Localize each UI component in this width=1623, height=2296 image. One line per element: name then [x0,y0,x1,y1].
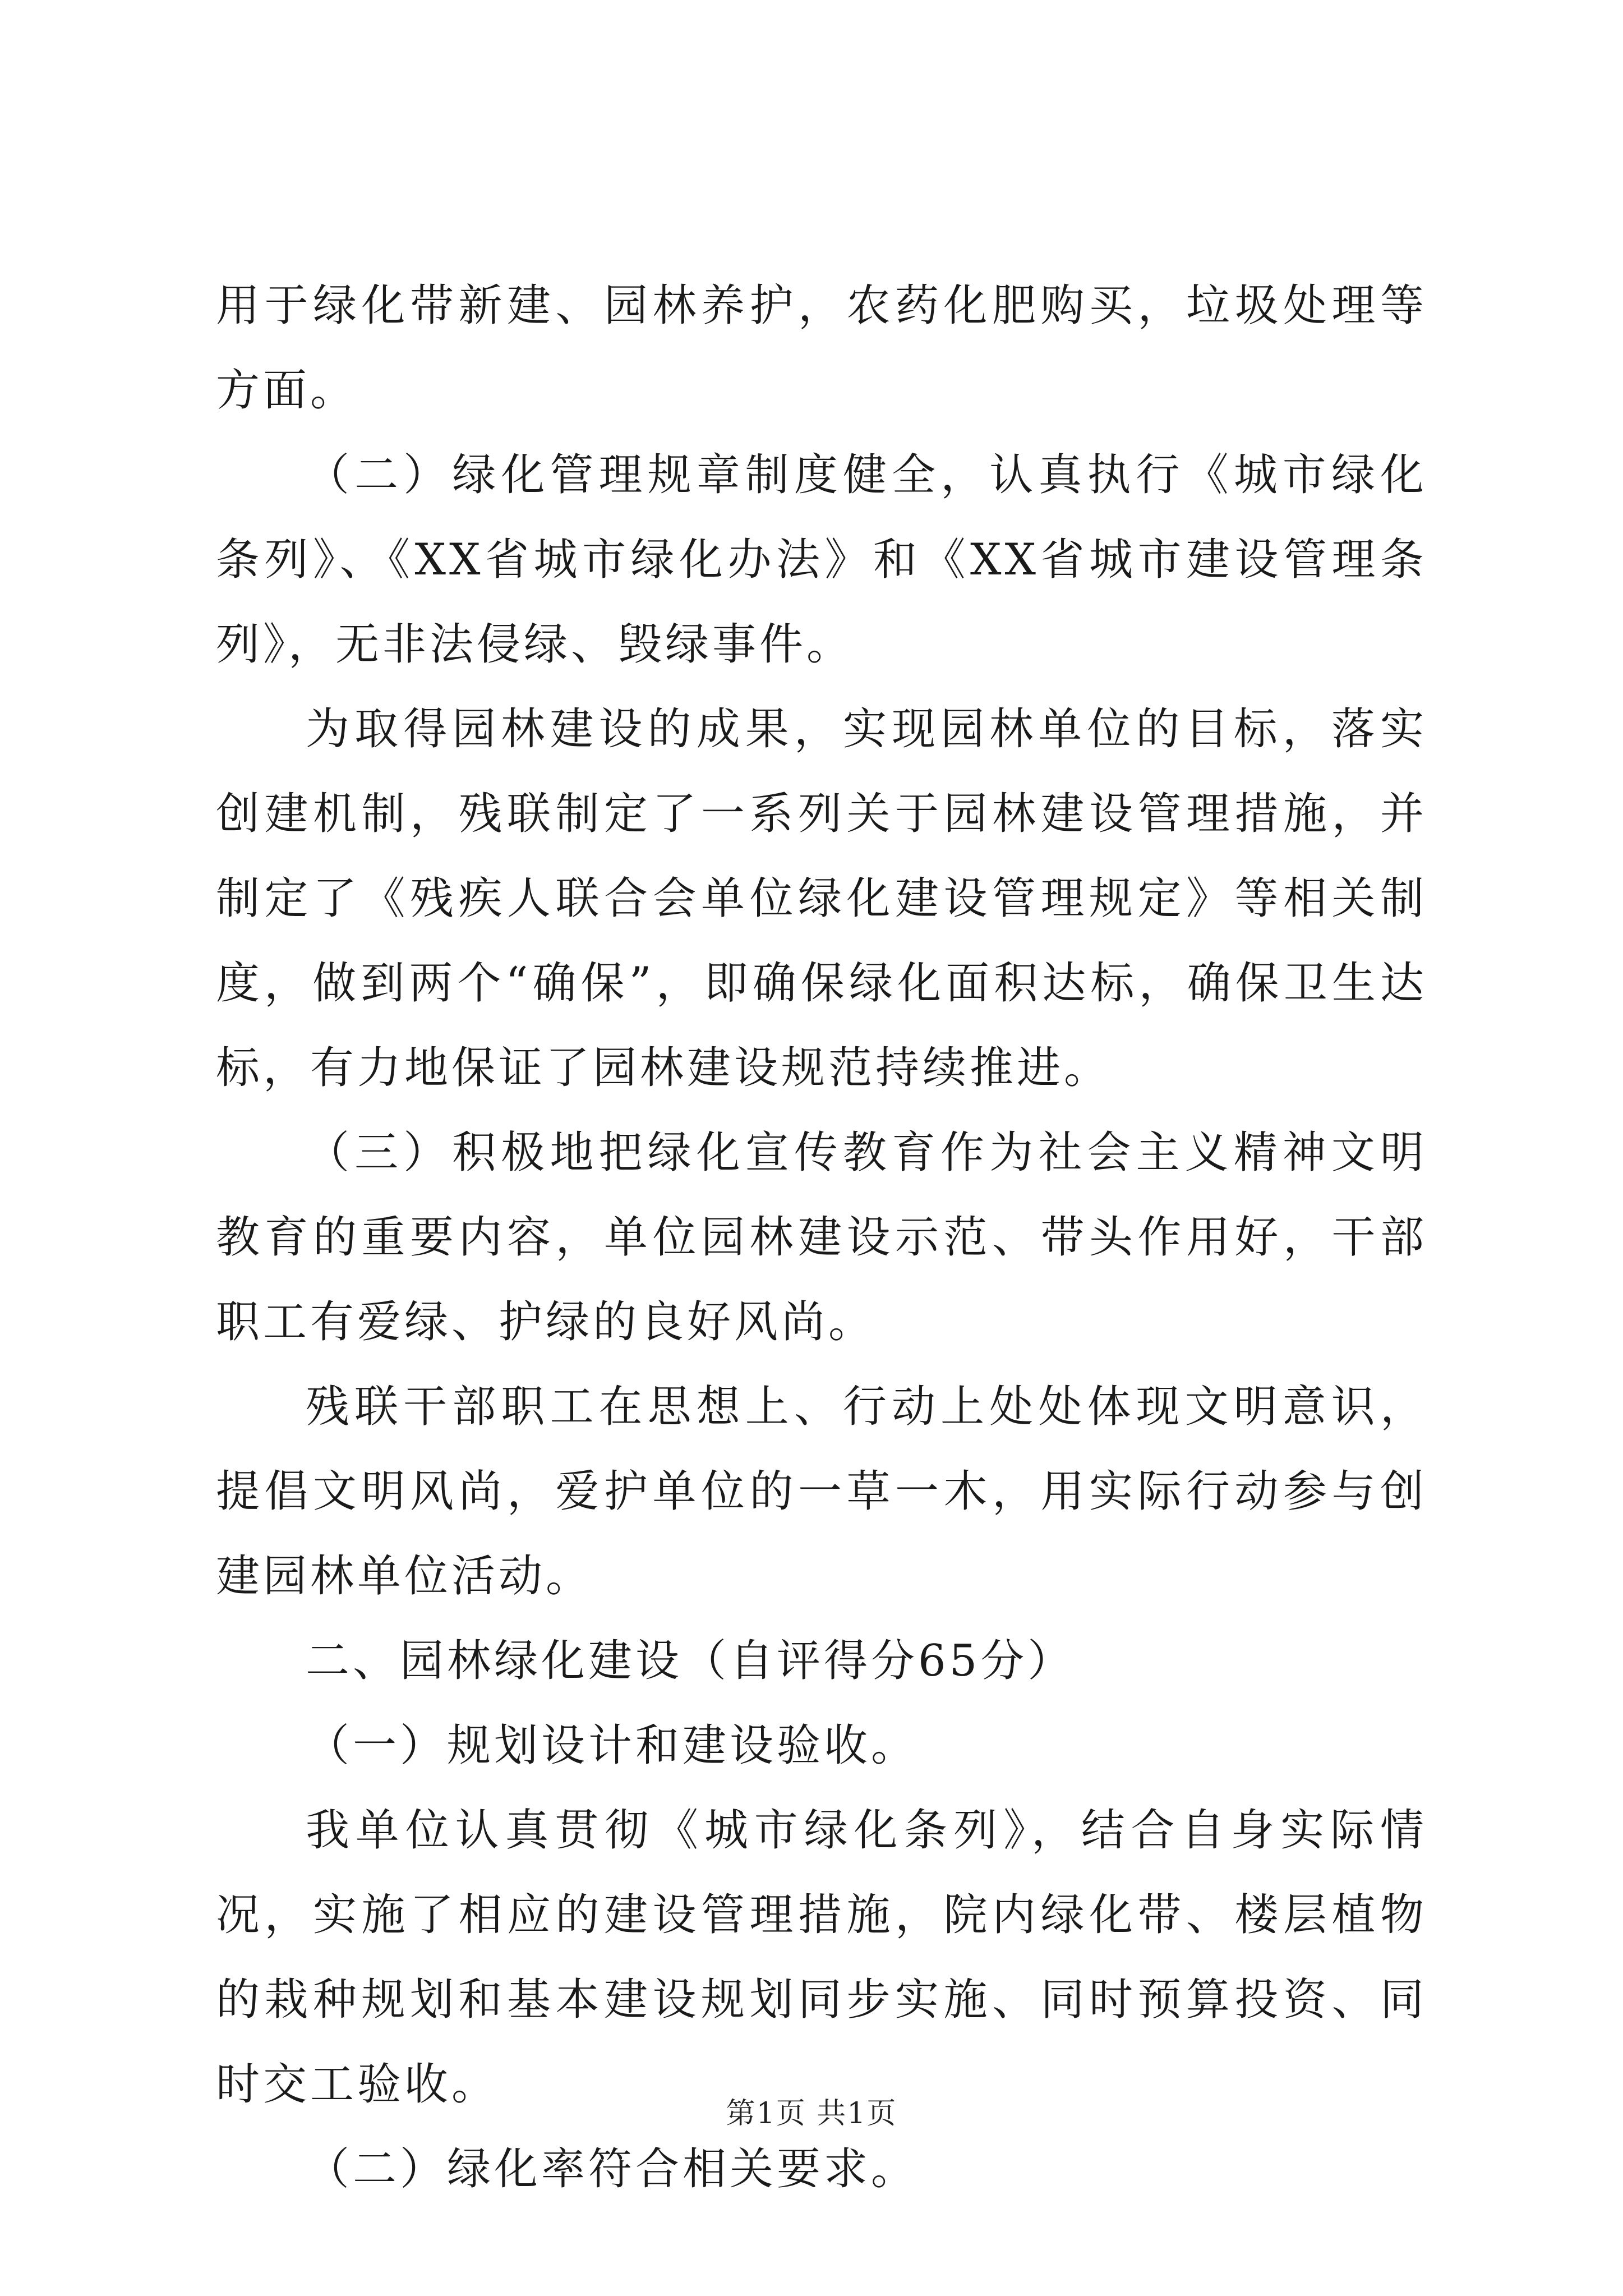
paragraph-continuation: 用于绿化带新建、园林养护，农药化肥购买，垃圾处理等方面。 [216,280,1427,416]
document-body [216,264,1427,2212]
page-number-footer: 第1页 共1页 [726,2097,897,2131]
subheading-greening-rate: （二）绿化率符合相关要求。 [306,2144,919,2194]
paragraph-planning-details: 我单位认真贯彻《城市绿化条列》，结合自身实际情况，实施了相应的建设管理措施，院内绿化带、楼层植物的栽种规划和基本建设规划同步实施、同时预算投资、同时交工验收。 [216,1805,1427,2110]
subheading-planning-acceptance: （一）规划设计和建设验收。 [306,1720,919,1771]
section-heading-greening-construction: 二、园林绿化建设（自评得分65分） [306,1636,1075,1686]
paragraph-section-3-education: （三）积极地把绿化宣传教育作为社会主义精神文明教育的重要内容，单位园林建设示范、带头作用好，干部职工有爱绿、护绿的良好风尚。 [216,1128,1427,1347]
paragraph-section-2-regulations: （二）绿化管理规章制度健全，认真执行《城市绿化条列》、《XX省城市绿化办法》和《XX省城市建设管理条列》，无非法侵绿、毁绿事件。 [216,450,1427,670]
paragraph-creation-mechanism: 为取得园林建设的成果，实现园林单位的目标，落实创建机制，残联制定了一系列关于园林建设管理措施，并制定了《残疾人联合会单位绿化建设管理规定》等相关制度，做到两个“确保”，即确保绿化面积达标，确保卫生达标，有力地保证了园林建设规范持续推进。 [216,704,1427,1093]
paragraph-staff-civilization: 残联干部职工在思想上、行动上处处体现文明意识，提倡文明风尚，爱护单位的一草一木，用实际行动参与创建园林单位活动。 [216,1382,1427,1602]
